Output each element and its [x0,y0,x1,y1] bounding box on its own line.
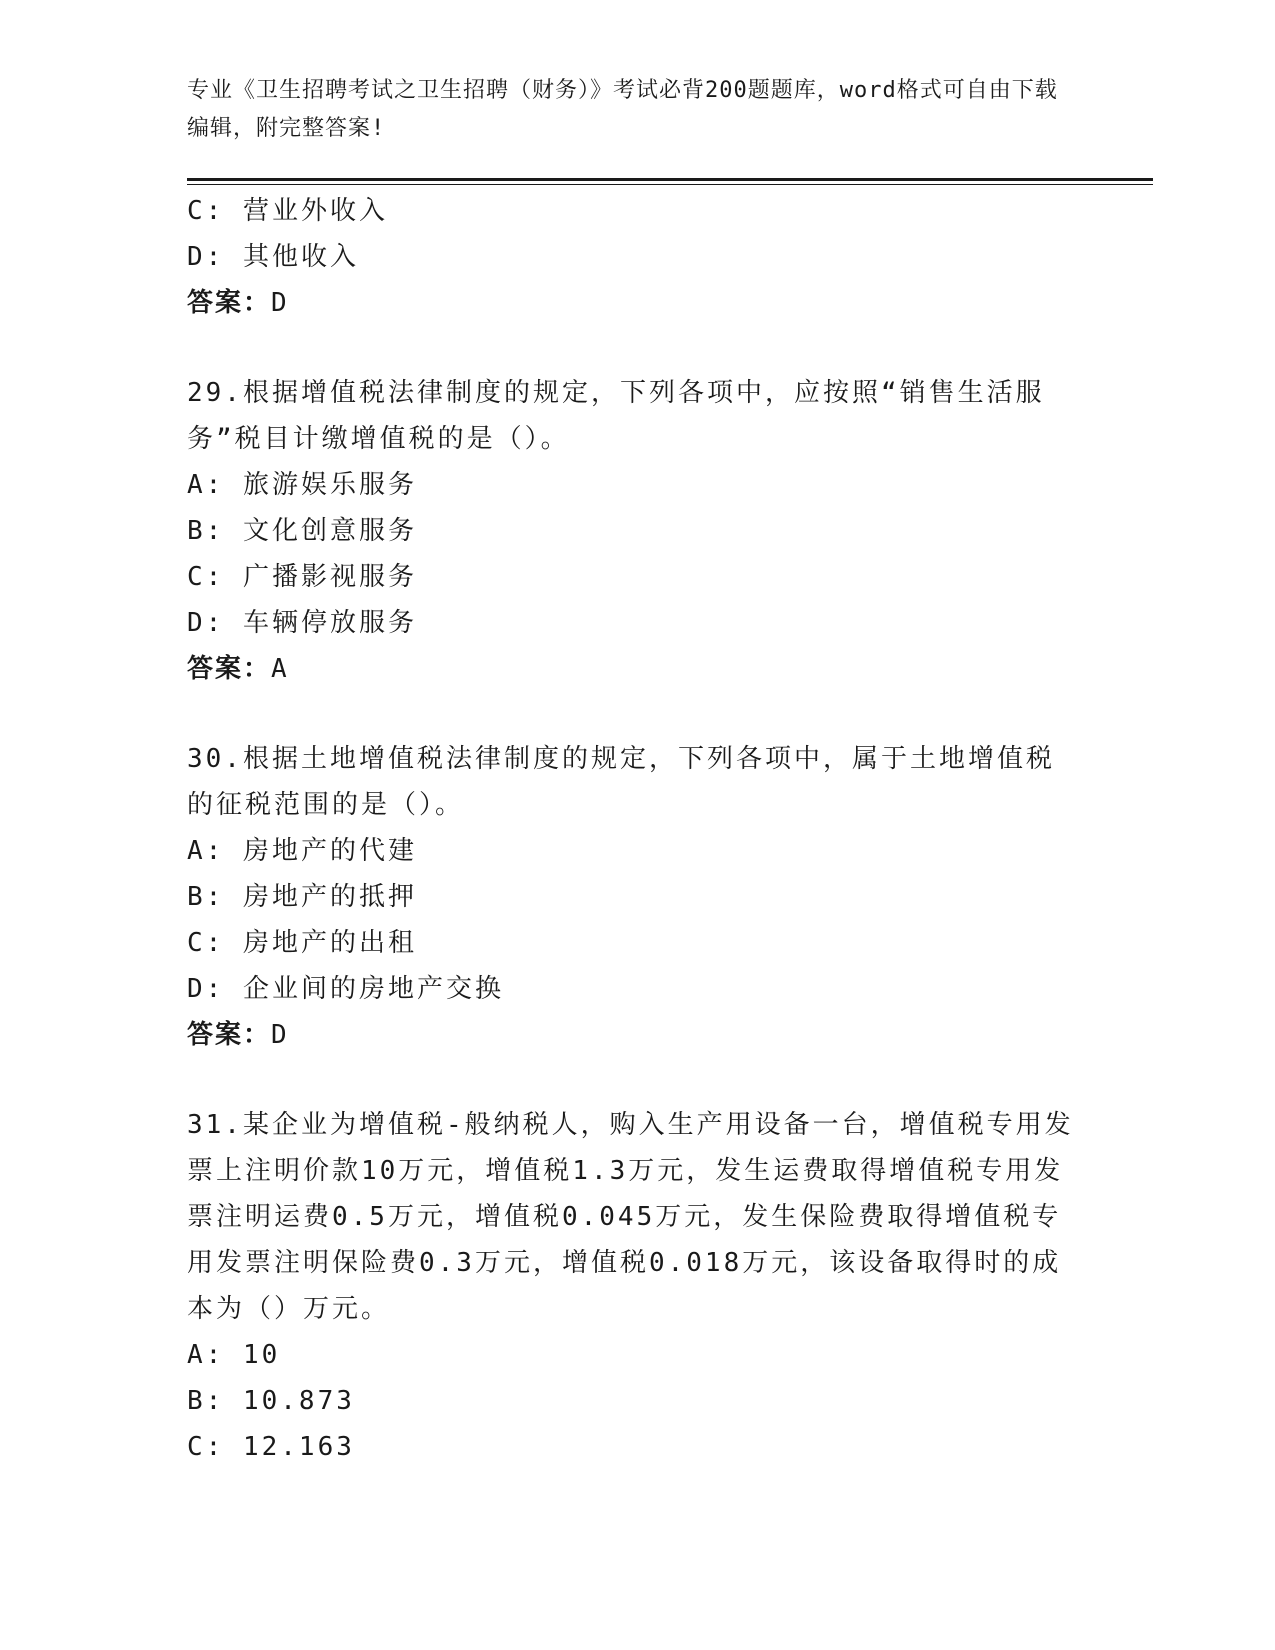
answer-label: 答案： [187,1020,272,1050]
option-c: C: 广播影视服务 [187,562,417,592]
option-d: D: 其他收入 [187,242,359,272]
spacer [187,1058,1077,1102]
option-c: C: 12.163 [187,1432,355,1462]
answer-value: D [271,1020,289,1050]
answer-line [187,280,1077,326]
question-list [187,188,1077,1470]
answer-line [187,1012,1077,1058]
option-b: B: 房地产的抵押 [187,882,417,912]
option-d: D: 车辆停放服务 [187,608,417,638]
answer-label: 答案： [187,654,272,684]
spacer [187,326,1077,370]
option-a: A: 10 [187,1340,281,1370]
question-30 [187,736,1077,1058]
answer-label: 答案： [187,288,272,318]
answer-value: D [271,288,289,318]
option-a: A: 房地产的代建 [187,836,417,866]
answer-value: A [271,654,289,684]
question-31 [187,1102,1077,1470]
option-b: B: 10.873 [187,1386,355,1416]
page-header: 专业《卫生招聘考试之卫生招聘（财务）》考试必背200题题库，word格式可自由下载编辑，附完整答案! [187,78,1058,141]
option-a: A: 旅游娱乐服务 [187,470,417,500]
question-stem: 29.根据增值税法律制度的规定，下列各项中，应按照“销售生活服务”税目计缴增值税的是（）。 [187,378,1045,454]
question-stem: 30.根据土地增值税法律制度的规定，下列各项中，属于土地增值税的征税范围的是（）。 [187,744,1055,820]
question-28-tail [187,188,1077,326]
question-stem: 31.某企业为增值税-般纳税人，购入生产用设备一台，增值税专用发票上注明价款10万元，增值税1.3万元，发生运费取得增值税专用发票注明运费0.5万元，增值税0.045万元，发生保险费取得增值税专用发票注明保险费0.3万元，增值税0.018万元，该设备取得时的成本为（）万元。 [187,1110,1074,1324]
option-b: B: 文化创意服务 [187,516,417,546]
header-divider-thick [187,178,1153,181]
option-c: C: 营业外收入 [187,196,388,226]
header-divider-thin [187,184,1153,185]
answer-line [187,646,1077,692]
option-d: D: 企业间的房地产交换 [187,974,504,1004]
option-c: C: 房地产的出租 [187,928,417,958]
question-29 [187,370,1077,692]
spacer [187,692,1077,736]
